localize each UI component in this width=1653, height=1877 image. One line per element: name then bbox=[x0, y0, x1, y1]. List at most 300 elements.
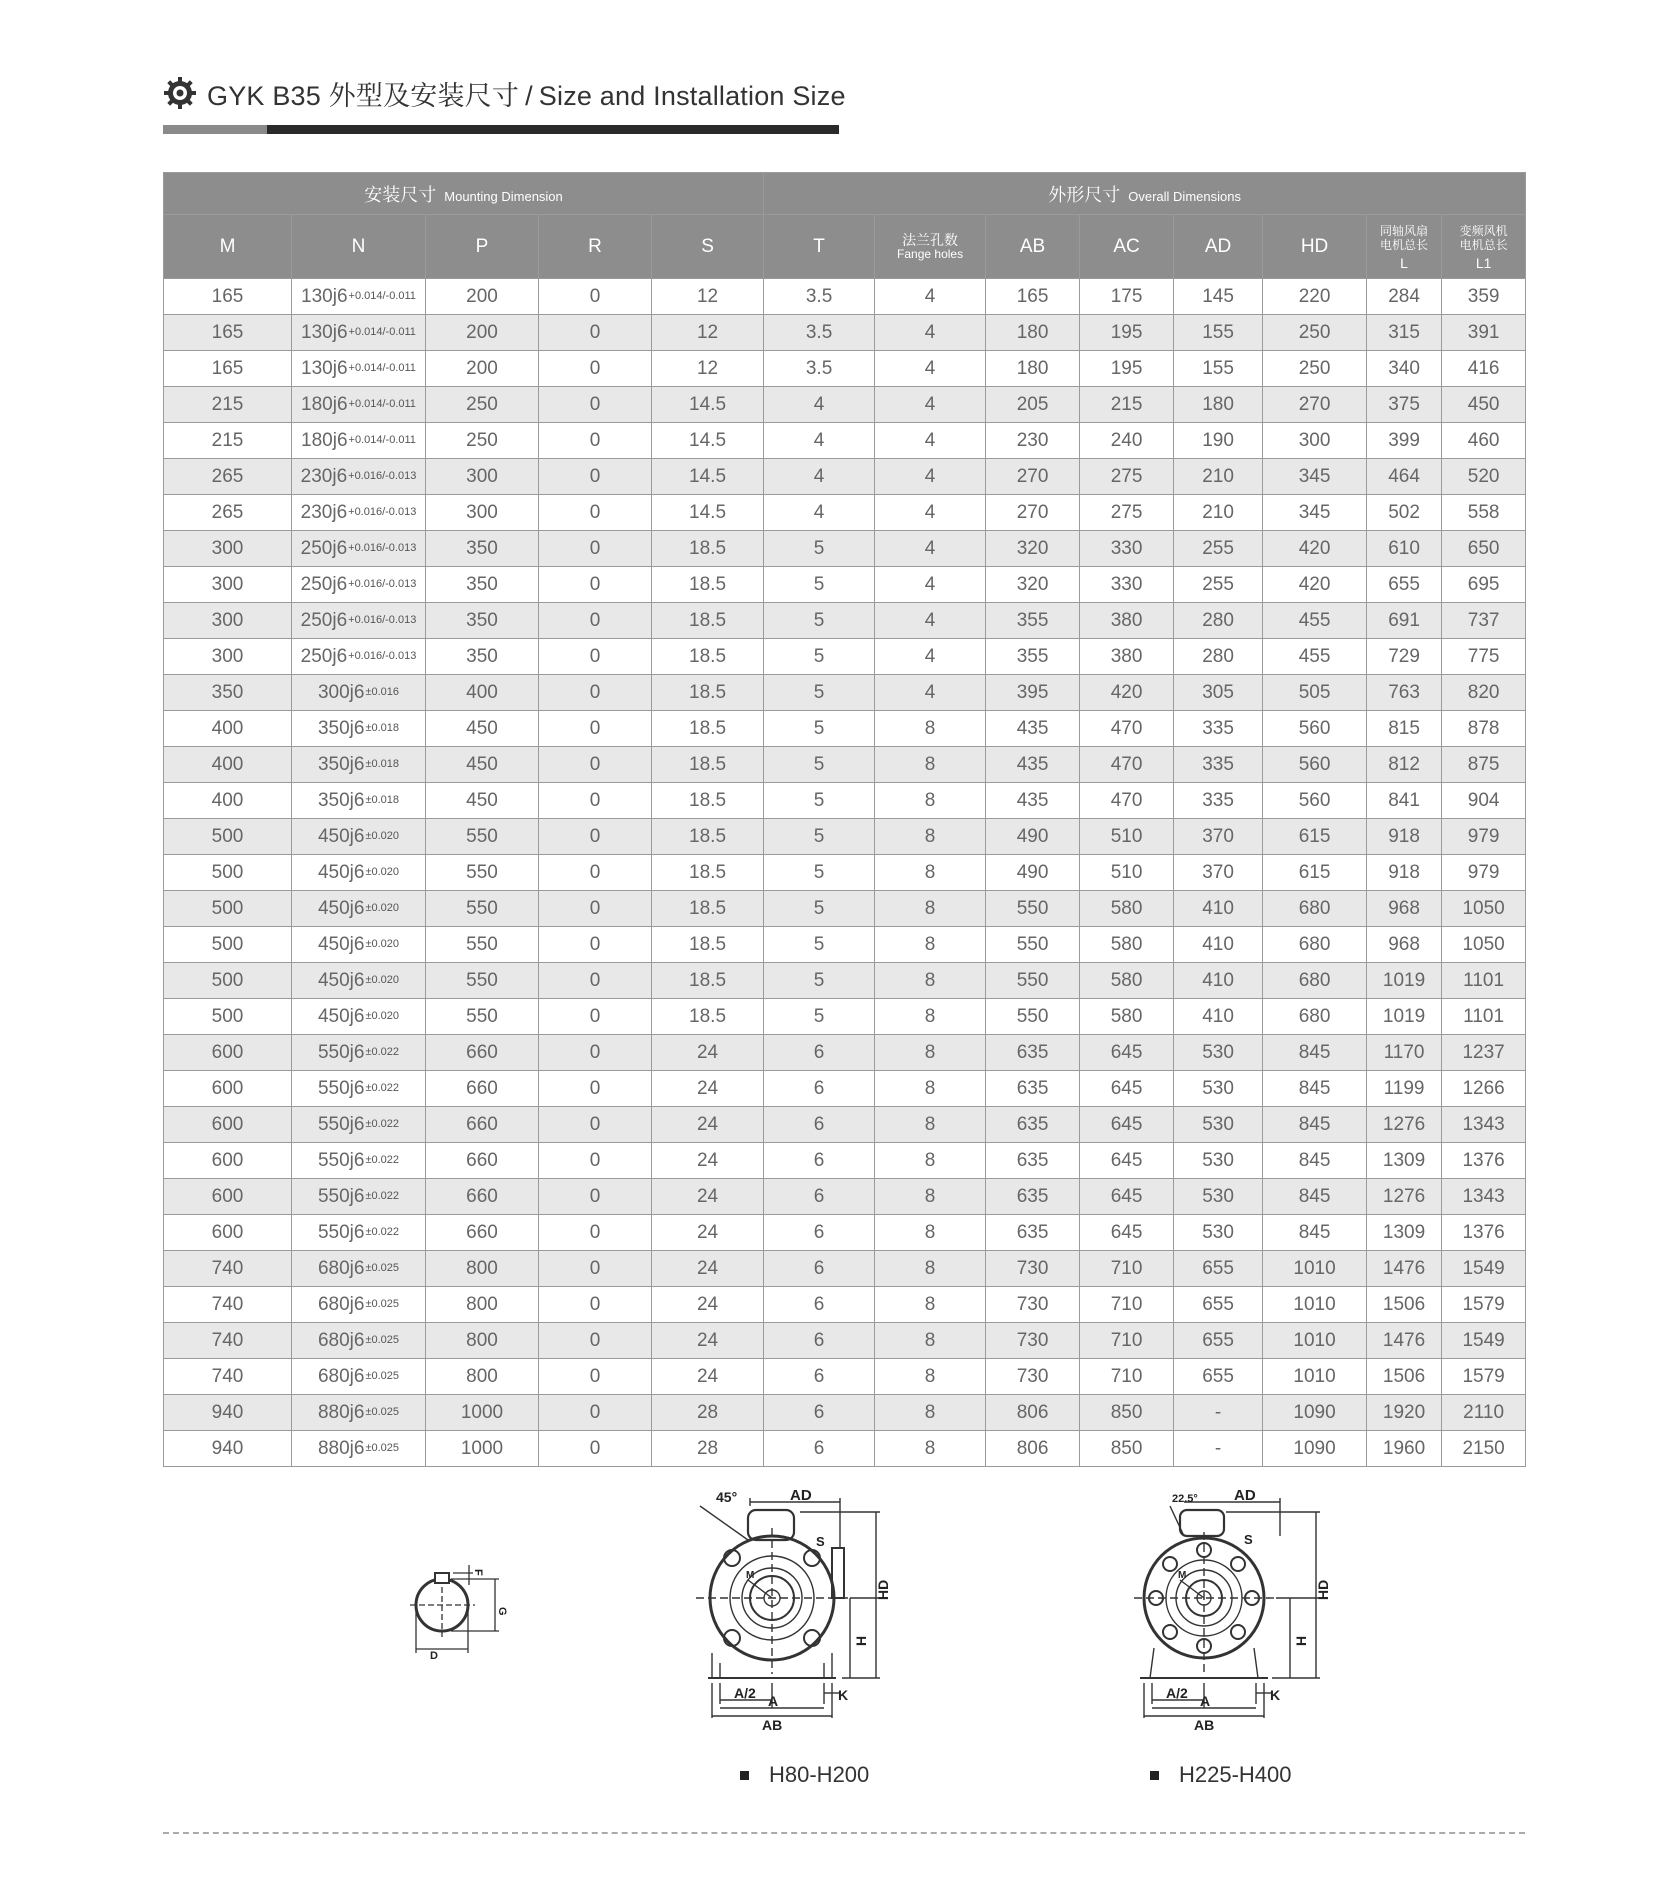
cell-n: 680j6±0.025 bbox=[292, 1251, 426, 1287]
cell-s: 12 bbox=[652, 279, 764, 315]
cell-ad: 370 bbox=[1174, 819, 1263, 855]
label-k: K bbox=[838, 1687, 849, 1703]
tolerance: ±0.020 bbox=[365, 902, 400, 914]
cell-ac: 510 bbox=[1080, 855, 1174, 891]
cell-l: 315 bbox=[1367, 315, 1442, 351]
cell-p: 660 bbox=[426, 1035, 539, 1071]
cell-t: 5 bbox=[764, 639, 875, 675]
cell-t: 6 bbox=[764, 1251, 875, 1287]
cell-ac: 710 bbox=[1080, 1287, 1174, 1323]
cell-f: 8 bbox=[875, 1143, 986, 1179]
cell-l1: 1343 bbox=[1442, 1107, 1526, 1143]
cell-l1: 875 bbox=[1442, 747, 1526, 783]
cell-r: 0 bbox=[539, 711, 652, 747]
cell-f: 8 bbox=[875, 1287, 986, 1323]
cell-hd: 220 bbox=[1263, 279, 1367, 315]
cell-t: 5 bbox=[764, 855, 875, 891]
cell-m: 400 bbox=[164, 783, 292, 819]
cell-l1: 737 bbox=[1442, 603, 1526, 639]
cell-hd: 1010 bbox=[1263, 1287, 1367, 1323]
cell-n: 130j6+0.014/-0.011 bbox=[292, 279, 426, 315]
cell-ab: 490 bbox=[986, 855, 1080, 891]
cell-l: 815 bbox=[1367, 711, 1442, 747]
tolerance: +0.014/-0.011 bbox=[348, 434, 416, 446]
cell-r: 0 bbox=[539, 1179, 652, 1215]
cell-ab: 550 bbox=[986, 891, 1080, 927]
cell-s: 28 bbox=[652, 1395, 764, 1431]
table-row bbox=[164, 747, 1526, 783]
col-p: P bbox=[426, 215, 539, 279]
table-row bbox=[164, 783, 1526, 819]
cell-ab: 550 bbox=[986, 963, 1080, 999]
cell-r: 0 bbox=[539, 927, 652, 963]
cell-m: 215 bbox=[164, 423, 292, 459]
cell-ab: 635 bbox=[986, 1071, 1080, 1107]
cell-n: 550j6±0.022 bbox=[292, 1179, 426, 1215]
title-separator: / bbox=[525, 80, 533, 111]
col-ab: AB bbox=[986, 215, 1080, 279]
cell-n: 550j6±0.022 bbox=[292, 1215, 426, 1251]
cell-f: 8 bbox=[875, 1359, 986, 1395]
table-row bbox=[164, 459, 1526, 495]
cell-ad: 305 bbox=[1174, 675, 1263, 711]
cell-s: 24 bbox=[652, 1359, 764, 1395]
bullet-square-icon bbox=[1150, 1771, 1159, 1780]
table-row bbox=[164, 1215, 1526, 1251]
cell-t: 5 bbox=[764, 747, 875, 783]
cell-hd: 1010 bbox=[1263, 1323, 1367, 1359]
cell-r: 0 bbox=[539, 819, 652, 855]
cell-l: 502 bbox=[1367, 495, 1442, 531]
cell-l1: 878 bbox=[1442, 711, 1526, 747]
cell-ab: 180 bbox=[986, 315, 1080, 351]
cell-n: 350j6±0.018 bbox=[292, 711, 426, 747]
cell-ab: 730 bbox=[986, 1287, 1080, 1323]
cell-p: 250 bbox=[426, 387, 539, 423]
cell-r: 0 bbox=[539, 783, 652, 819]
table-row bbox=[164, 387, 1526, 423]
cell-p: 800 bbox=[426, 1287, 539, 1323]
cell-f: 8 bbox=[875, 963, 986, 999]
cell-p: 350 bbox=[426, 567, 539, 603]
cell-l: 918 bbox=[1367, 855, 1442, 891]
cell-s: 14.5 bbox=[652, 387, 764, 423]
cell-s: 18.5 bbox=[652, 567, 764, 603]
cell-ac: 330 bbox=[1080, 567, 1174, 603]
cell-n: 550j6±0.022 bbox=[292, 1035, 426, 1071]
title-model: GYK B35 bbox=[207, 80, 321, 111]
cell-r: 0 bbox=[539, 855, 652, 891]
cell-s: 24 bbox=[652, 1215, 764, 1251]
cell-n: 680j6±0.025 bbox=[292, 1323, 426, 1359]
cell-t: 6 bbox=[764, 1143, 875, 1179]
cell-s: 18.5 bbox=[652, 675, 764, 711]
cell-n: 130j6+0.014/-0.011 bbox=[292, 315, 426, 351]
cell-ab: 320 bbox=[986, 531, 1080, 567]
table-row bbox=[164, 315, 1526, 351]
cell-hd: 455 bbox=[1263, 639, 1367, 675]
cell-m: 400 bbox=[164, 747, 292, 783]
cell-p: 660 bbox=[426, 1143, 539, 1179]
table-row bbox=[164, 1143, 1526, 1179]
cell-s: 24 bbox=[652, 1143, 764, 1179]
cell-f: 4 bbox=[875, 495, 986, 531]
label-s: S bbox=[1244, 1532, 1253, 1547]
cell-l: 284 bbox=[1367, 279, 1442, 315]
cell-ab: 180 bbox=[986, 351, 1080, 387]
cell-t: 5 bbox=[764, 891, 875, 927]
cell-t: 5 bbox=[764, 999, 875, 1035]
cell-s: 14.5 bbox=[652, 459, 764, 495]
table-row bbox=[164, 963, 1526, 999]
cell-t: 3.5 bbox=[764, 315, 875, 351]
cell-hd: 505 bbox=[1263, 675, 1367, 711]
cell-r: 0 bbox=[539, 495, 652, 531]
label-s: S bbox=[816, 1534, 825, 1549]
table-row bbox=[164, 1071, 1526, 1107]
cell-p: 300 bbox=[426, 459, 539, 495]
cell-l: 1199 bbox=[1367, 1071, 1442, 1107]
group-mounting-header: 安装尺寸 Mounting Dimension bbox=[164, 173, 764, 215]
tolerance: ±0.025 bbox=[365, 1334, 400, 1346]
cell-t: 5 bbox=[764, 927, 875, 963]
cell-ad: 530 bbox=[1174, 1143, 1263, 1179]
cell-r: 0 bbox=[539, 351, 652, 387]
cell-t: 6 bbox=[764, 1395, 875, 1431]
cell-hd: 615 bbox=[1263, 855, 1367, 891]
cell-n: 450j6±0.020 bbox=[292, 963, 426, 999]
cell-l1: 558 bbox=[1442, 495, 1526, 531]
cell-hd: 420 bbox=[1263, 567, 1367, 603]
cell-f: 8 bbox=[875, 1035, 986, 1071]
cell-ac: 470 bbox=[1080, 783, 1174, 819]
col-s: S bbox=[652, 215, 764, 279]
cell-m: 600 bbox=[164, 1143, 292, 1179]
cell-ad: 255 bbox=[1174, 531, 1263, 567]
cell-n: 450j6±0.020 bbox=[292, 999, 426, 1035]
cell-ad: 655 bbox=[1174, 1287, 1263, 1323]
cell-ad: 190 bbox=[1174, 423, 1263, 459]
cell-ac: 850 bbox=[1080, 1395, 1174, 1431]
cell-ad: 155 bbox=[1174, 351, 1263, 387]
cell-s: 24 bbox=[652, 1107, 764, 1143]
cell-ab: 730 bbox=[986, 1359, 1080, 1395]
cell-p: 450 bbox=[426, 783, 539, 819]
cell-r: 0 bbox=[539, 1071, 652, 1107]
cell-l1: 1579 bbox=[1442, 1359, 1526, 1395]
cell-l: 1019 bbox=[1367, 999, 1442, 1035]
cell-ab: 230 bbox=[986, 423, 1080, 459]
cell-l1: 1549 bbox=[1442, 1251, 1526, 1287]
cell-s: 18.5 bbox=[652, 711, 764, 747]
cell-ac: 380 bbox=[1080, 639, 1174, 675]
cell-m: 500 bbox=[164, 891, 292, 927]
cell-r: 0 bbox=[539, 1431, 652, 1467]
cell-f: 8 bbox=[875, 1179, 986, 1215]
cell-t: 4 bbox=[764, 459, 875, 495]
cell-t: 6 bbox=[764, 1107, 875, 1143]
cell-t: 3.5 bbox=[764, 351, 875, 387]
cell-ac: 580 bbox=[1080, 999, 1174, 1035]
cell-l: 399 bbox=[1367, 423, 1442, 459]
tolerance: +0.016/-0.013 bbox=[348, 470, 417, 482]
motor-diagram-small bbox=[690, 1488, 930, 1738]
cell-l: 691 bbox=[1367, 603, 1442, 639]
cell-n: 880j6±0.025 bbox=[292, 1431, 426, 1467]
cell-hd: 1090 bbox=[1263, 1431, 1367, 1467]
cell-f: 8 bbox=[875, 711, 986, 747]
table-row bbox=[164, 711, 1526, 747]
cell-ad: 410 bbox=[1174, 963, 1263, 999]
cell-f: 8 bbox=[875, 855, 986, 891]
tolerance: ±0.022 bbox=[365, 1190, 400, 1202]
cell-ac: 195 bbox=[1080, 351, 1174, 387]
cell-l1: 904 bbox=[1442, 783, 1526, 819]
cell-n: 230j6+0.016/-0.013 bbox=[292, 459, 426, 495]
tolerance: ±0.018 bbox=[365, 758, 400, 770]
tolerance: +0.016/-0.013 bbox=[348, 542, 417, 554]
label-ab: AB bbox=[1194, 1717, 1215, 1733]
cell-f: 4 bbox=[875, 567, 986, 603]
cell-m: 600 bbox=[164, 1071, 292, 1107]
cell-ad: 280 bbox=[1174, 603, 1263, 639]
table-row bbox=[164, 1359, 1526, 1395]
cell-ab: 205 bbox=[986, 387, 1080, 423]
cell-hd: 560 bbox=[1263, 783, 1367, 819]
cell-ab: 435 bbox=[986, 747, 1080, 783]
table-row bbox=[164, 855, 1526, 891]
cell-r: 0 bbox=[539, 747, 652, 783]
tolerance: +0.016/-0.013 bbox=[348, 650, 417, 662]
cell-f: 8 bbox=[875, 1071, 986, 1107]
cell-hd: 845 bbox=[1263, 1035, 1367, 1071]
cell-l: 610 bbox=[1367, 531, 1442, 567]
cell-n: 230j6+0.016/-0.013 bbox=[292, 495, 426, 531]
tolerance: ±0.020 bbox=[365, 866, 400, 878]
cell-ad: 530 bbox=[1174, 1071, 1263, 1107]
bullet-square-icon bbox=[740, 1771, 749, 1780]
cell-r: 0 bbox=[539, 567, 652, 603]
cell-l1: 1266 bbox=[1442, 1071, 1526, 1107]
shaft-section-diagram bbox=[395, 1545, 515, 1660]
tolerance: ±0.018 bbox=[365, 794, 400, 806]
dimension-table bbox=[163, 172, 1526, 1467]
cell-m: 500 bbox=[164, 999, 292, 1035]
cell-s: 18.5 bbox=[652, 855, 764, 891]
cell-ac: 645 bbox=[1080, 1071, 1174, 1107]
cell-hd: 680 bbox=[1263, 891, 1367, 927]
cell-r: 0 bbox=[539, 1107, 652, 1143]
cell-s: 18.5 bbox=[652, 927, 764, 963]
cell-s: 18.5 bbox=[652, 603, 764, 639]
cell-t: 5 bbox=[764, 603, 875, 639]
cell-l1: 1376 bbox=[1442, 1143, 1526, 1179]
tolerance: ±0.025 bbox=[365, 1406, 400, 1418]
cell-ad: 335 bbox=[1174, 711, 1263, 747]
cell-p: 800 bbox=[426, 1323, 539, 1359]
caption-small: H80-H200 bbox=[740, 1762, 869, 1788]
table-row bbox=[164, 1035, 1526, 1071]
cell-l: 968 bbox=[1367, 927, 1442, 963]
cell-s: 18.5 bbox=[652, 639, 764, 675]
tolerance: ±0.025 bbox=[365, 1298, 400, 1310]
cell-t: 4 bbox=[764, 423, 875, 459]
cell-hd: 680 bbox=[1263, 963, 1367, 999]
cell-l: 1960 bbox=[1367, 1431, 1442, 1467]
tolerance: ±0.020 bbox=[365, 1010, 400, 1022]
table-row bbox=[164, 279, 1526, 315]
cell-ac: 215 bbox=[1080, 387, 1174, 423]
title-underline bbox=[163, 125, 839, 134]
cell-t: 6 bbox=[764, 1431, 875, 1467]
cell-ac: 710 bbox=[1080, 1359, 1174, 1395]
table-row bbox=[164, 927, 1526, 963]
cell-t: 5 bbox=[764, 567, 875, 603]
table-row bbox=[164, 675, 1526, 711]
table-row bbox=[164, 1251, 1526, 1287]
cell-s: 18.5 bbox=[652, 963, 764, 999]
tolerance: ±0.025 bbox=[365, 1262, 400, 1274]
cell-f: 8 bbox=[875, 1431, 986, 1467]
cell-r: 0 bbox=[539, 891, 652, 927]
cell-ac: 580 bbox=[1080, 963, 1174, 999]
cell-l: 1309 bbox=[1367, 1143, 1442, 1179]
cell-m: 600 bbox=[164, 1035, 292, 1071]
cell-m: 300 bbox=[164, 603, 292, 639]
cell-hd: 845 bbox=[1263, 1071, 1367, 1107]
cell-m: 740 bbox=[164, 1251, 292, 1287]
cell-n: 130j6+0.014/-0.011 bbox=[292, 351, 426, 387]
cell-t: 6 bbox=[764, 1215, 875, 1251]
cell-hd: 1010 bbox=[1263, 1359, 1367, 1395]
cell-n: 450j6±0.020 bbox=[292, 819, 426, 855]
cell-r: 0 bbox=[539, 639, 652, 675]
cell-s: 18.5 bbox=[652, 747, 764, 783]
cell-l: 918 bbox=[1367, 819, 1442, 855]
cell-s: 12 bbox=[652, 315, 764, 351]
table-row bbox=[164, 1395, 1526, 1431]
cell-ab: 550 bbox=[986, 999, 1080, 1035]
cell-f: 8 bbox=[875, 1215, 986, 1251]
cell-l1: 695 bbox=[1442, 567, 1526, 603]
cell-n: 450j6±0.020 bbox=[292, 855, 426, 891]
label-hd: HD bbox=[1315, 1579, 1331, 1600]
cell-p: 550 bbox=[426, 855, 539, 891]
page-title bbox=[163, 70, 846, 116]
cell-m: 300 bbox=[164, 639, 292, 675]
cell-s: 18.5 bbox=[652, 999, 764, 1035]
cell-f: 8 bbox=[875, 1251, 986, 1287]
cell-p: 660 bbox=[426, 1107, 539, 1143]
cell-p: 800 bbox=[426, 1359, 539, 1395]
label-hd: HD bbox=[875, 1579, 891, 1600]
cell-p: 660 bbox=[426, 1215, 539, 1251]
cell-p: 200 bbox=[426, 279, 539, 315]
cell-m: 500 bbox=[164, 963, 292, 999]
cell-p: 660 bbox=[426, 1179, 539, 1215]
caption-large: H225-H400 bbox=[1150, 1762, 1292, 1788]
cell-ac: 275 bbox=[1080, 459, 1174, 495]
cell-m: 215 bbox=[164, 387, 292, 423]
cell-t: 6 bbox=[764, 1035, 875, 1071]
cell-p: 550 bbox=[426, 963, 539, 999]
cell-hd: 345 bbox=[1263, 459, 1367, 495]
cell-l: 655 bbox=[1367, 567, 1442, 603]
cell-ac: 580 bbox=[1080, 927, 1174, 963]
cell-p: 350 bbox=[426, 531, 539, 567]
label-angle: 45° bbox=[716, 1489, 738, 1505]
cell-p: 550 bbox=[426, 819, 539, 855]
tolerance: ±0.025 bbox=[365, 1442, 400, 1454]
cell-f: 8 bbox=[875, 1323, 986, 1359]
cell-ad: 180 bbox=[1174, 387, 1263, 423]
cell-f: 8 bbox=[875, 819, 986, 855]
table-row bbox=[164, 1179, 1526, 1215]
cell-ac: 645 bbox=[1080, 1107, 1174, 1143]
cell-m: 265 bbox=[164, 495, 292, 531]
tolerance: ±0.016 bbox=[365, 686, 400, 698]
cell-r: 0 bbox=[539, 531, 652, 567]
label-m: M bbox=[746, 1570, 755, 1581]
cell-ad: 655 bbox=[1174, 1359, 1263, 1395]
tolerance: ±0.022 bbox=[365, 1118, 400, 1130]
cell-l1: 820 bbox=[1442, 675, 1526, 711]
cell-ab: 395 bbox=[986, 675, 1080, 711]
tolerance: +0.016/-0.013 bbox=[348, 578, 417, 590]
cell-s: 14.5 bbox=[652, 495, 764, 531]
cell-hd: 1010 bbox=[1263, 1251, 1367, 1287]
cell-l1: 2110 bbox=[1442, 1395, 1526, 1431]
cell-ad: 530 bbox=[1174, 1215, 1263, 1251]
cell-n: 250j6+0.016/-0.013 bbox=[292, 603, 426, 639]
cell-f: 8 bbox=[875, 783, 986, 819]
cell-n: 550j6±0.022 bbox=[292, 1107, 426, 1143]
cell-p: 1000 bbox=[426, 1431, 539, 1467]
cell-ac: 710 bbox=[1080, 1323, 1174, 1359]
cell-t: 6 bbox=[764, 1287, 875, 1323]
cell-m: 600 bbox=[164, 1215, 292, 1251]
cell-hd: 845 bbox=[1263, 1179, 1367, 1215]
cell-ab: 635 bbox=[986, 1107, 1080, 1143]
cell-n: 250j6+0.016/-0.013 bbox=[292, 639, 426, 675]
cell-l: 464 bbox=[1367, 459, 1442, 495]
cell-m: 940 bbox=[164, 1395, 292, 1431]
cell-l1: 1237 bbox=[1442, 1035, 1526, 1071]
cell-ad: 145 bbox=[1174, 279, 1263, 315]
cell-n: 300j6±0.016 bbox=[292, 675, 426, 711]
cell-t: 5 bbox=[764, 963, 875, 999]
cell-n: 450j6±0.020 bbox=[292, 891, 426, 927]
cell-l1: 460 bbox=[1442, 423, 1526, 459]
cell-r: 0 bbox=[539, 1395, 652, 1431]
tolerance: ±0.022 bbox=[365, 1226, 400, 1238]
cell-ac: 240 bbox=[1080, 423, 1174, 459]
cell-n: 680j6±0.025 bbox=[292, 1287, 426, 1323]
tolerance: ±0.018 bbox=[365, 722, 400, 734]
cell-s: 24 bbox=[652, 1071, 764, 1107]
cell-p: 200 bbox=[426, 351, 539, 387]
cell-n: 880j6±0.025 bbox=[292, 1395, 426, 1431]
cell-l: 1476 bbox=[1367, 1251, 1442, 1287]
cell-s: 18.5 bbox=[652, 531, 764, 567]
cell-hd: 250 bbox=[1263, 315, 1367, 351]
cell-m: 500 bbox=[164, 855, 292, 891]
label-ad: AD bbox=[790, 1488, 812, 1504]
cell-s: 18.5 bbox=[652, 819, 764, 855]
cell-m: 165 bbox=[164, 351, 292, 387]
cell-m: 600 bbox=[164, 1107, 292, 1143]
table-row bbox=[164, 603, 1526, 639]
